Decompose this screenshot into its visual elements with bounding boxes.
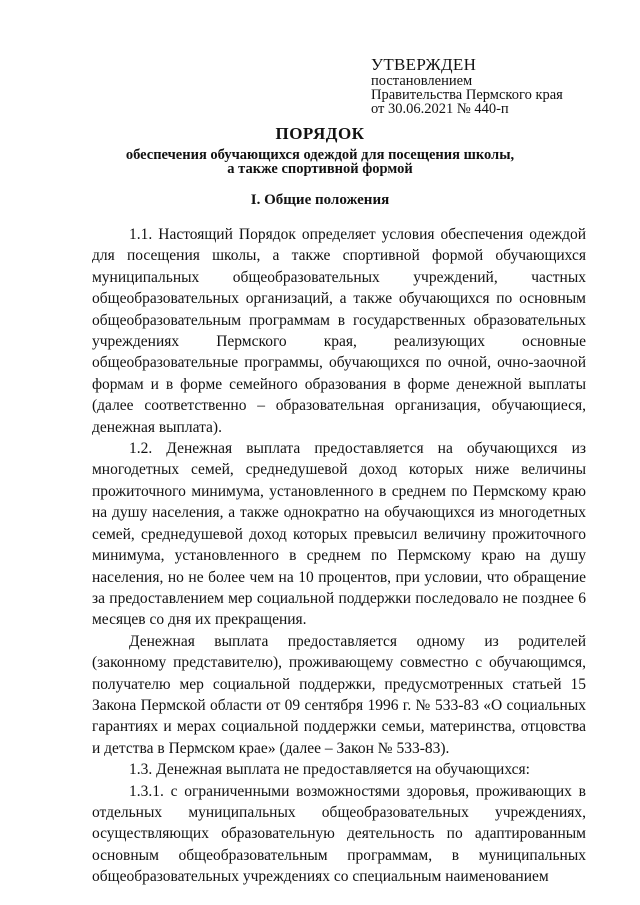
subtitle-line-2: а также спортивной формой (227, 161, 413, 177)
approval-line-3: от 30.06.2021 № 440-п (371, 101, 509, 117)
subtitle-line-1: обеспечения обучающихся одеждой для посещения школы, (125, 147, 515, 163)
approval-line-1: постановлением (371, 73, 473, 89)
approval-line-2: Правительства Пермского края (371, 87, 563, 103)
paragraph-1-1: 1.1. Настоящий Порядок определяет условия обеспечения одеждой для посещения школы, а также спортивной формой обучающихся муниципальных общеобразовательных учреждений, частных общеобразовательных организаций, а также обучающихся по основным общеобразовательным программам в государственных образовательных учреждениях Пермского края, реализующих основные общеобразовательные программы, обучающихся по очной, очно-заочной формам и в форме семейного образования в форме денежной выплаты (далее соответственно – образовательная организация, обучающиеся, денежная выплата). (92, 226, 586, 436)
paragraph-1-3: 1.3. Денежная выплата не предоставляется на обучающихся: (129, 761, 530, 779)
section-title: I. Общие положения (250, 192, 390, 208)
approval-approved: УТВЕРЖДЕН (371, 55, 477, 74)
document-subtitle (60, 148, 580, 176)
paragraph-1-2: 1.2. Денежная выплата предоставляется на обучающихся из многодетных семей, среднедушевой доход которых ниже величины прожиточного минимума, установленного в среднем по Пермскому краю на душу населения, а также однократно на обучающихся из многодетных семей, среднедушевой доход которых превысил величину прожиточного минимума, установленного в среднем по Пермскому краю на душу населения, но не более чем на 10 процентов, при условии, что обращение за предоставлением мер социальной поддержки последовало не позднее 6 месяцев со дня их прекращения. (92, 440, 586, 629)
paragraph-1-3-1: 1.3.1. с ограниченными возможностями здоровья, проживающих в отдельных муниципальных общеобразовательных учреждениях, осуществляющих образовательную деятельность по адаптированным основным общеобразовательным программам, в муниципальных общеобразовательных учреждениях со специальным наименованием (92, 782, 586, 886)
document-body (92, 224, 586, 888)
paragraph-payment-recipient: Денежная выплата предоставляется одному из родителей (законному представителю), проживающему совместно с обучающимся, получателю мер социальной поддержки, предусмотренных статьей 15 Закона Пермской области от 09 сентября 1996 г. № 533-83 «О социальных гарантиях и мерах социальной поддержки семьи, материнства, отцовства и детства в Пермском крае» (далее – Закон № 533-83). (92, 632, 586, 757)
approval-stamp (371, 56, 611, 116)
document-title: ПОРЯДОК (275, 124, 365, 143)
